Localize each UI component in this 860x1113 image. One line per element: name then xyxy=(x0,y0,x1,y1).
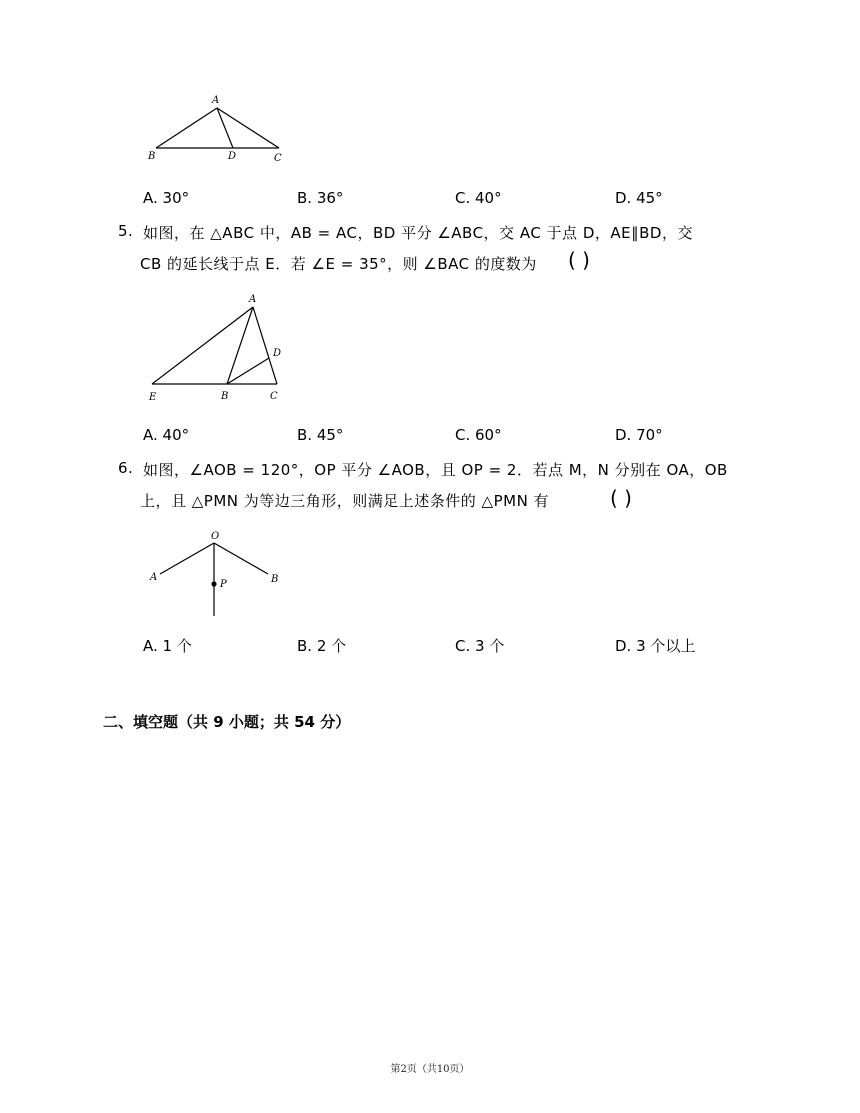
q4-label-b: B xyxy=(148,151,156,162)
q4-option-c: C. 40° xyxy=(455,189,502,207)
page-footer: 第2页（共10页） xyxy=(390,1064,470,1075)
q5-answer-paren: ( ) xyxy=(568,248,590,272)
q5-segment-ab xyxy=(227,307,253,384)
q6-figure xyxy=(140,525,300,620)
q6-text-line2: 上，且 △PMN 为等边三角形，则满足上述条件的 △PMN 有 xyxy=(140,492,550,510)
q5-label-c: C xyxy=(270,391,278,402)
q4-segment-ab xyxy=(156,108,217,148)
q6-label-a: A xyxy=(150,572,158,583)
q5-label-d: D xyxy=(273,348,282,359)
q5-segment-ea xyxy=(152,307,253,384)
q6-text-line1: 如图，∠AOB = 120°，OP 平分 ∠AOB，且 OP = 2．若点 M，N 分别在 OA，OB xyxy=(143,461,728,479)
q6-option-d: D. 3 个以上 xyxy=(615,637,696,655)
q5-label-b: B xyxy=(221,391,229,402)
q4-label-d: D xyxy=(228,151,237,162)
q6-ray-oa xyxy=(160,543,214,574)
q4-figure xyxy=(140,90,300,165)
q6-point-p xyxy=(211,581,216,586)
q4-option-a: A. 30° xyxy=(143,189,190,207)
q6-option-c: C. 3 个 xyxy=(455,637,505,655)
q5-segment-ac xyxy=(253,307,277,384)
q6-label-b: B xyxy=(271,574,279,585)
q4-label-c: C xyxy=(274,153,282,164)
q6-label-p: P xyxy=(220,579,227,590)
q5-text-line2: CB 的延长线于点 E．若 ∠E = 35°，则 ∠BAC 的度数为 xyxy=(140,255,537,273)
q5-option-b: B. 45° xyxy=(297,426,344,444)
q5-figure xyxy=(140,288,300,408)
q6-label-o: O xyxy=(211,531,220,542)
q5-label-a: A xyxy=(249,294,257,305)
q5-segment-bd xyxy=(227,358,269,384)
q6-number: 6. xyxy=(118,459,134,477)
q5-option-a: A. 40° xyxy=(143,426,190,444)
q5-option-c: C. 60° xyxy=(455,426,502,444)
q5-option-d: D. 70° xyxy=(615,426,663,444)
q6-option-a: A. 1 个 xyxy=(143,637,192,655)
q6-option-b: B. 2 个 xyxy=(297,637,347,655)
q4-option-b: B. 36° xyxy=(297,189,344,207)
q6-ray-ob xyxy=(214,543,268,574)
q4-segment-ac xyxy=(217,108,279,148)
q6-answer-paren: ( ) xyxy=(610,486,632,510)
section-heading-fill-blank: 二、填空题（共 9 小题；共 54 分） xyxy=(103,713,351,731)
q4-segment-ad xyxy=(217,108,233,148)
q5-number: 5. xyxy=(118,222,134,240)
q5-label-e: E xyxy=(149,392,157,403)
q5-text-line1: 如图，在 △ABC 中，AB = AC，BD 平分 ∠ABC，交 AC 于点 D，AE∥BD，交 xyxy=(143,224,693,242)
q4-option-d: D. 45° xyxy=(615,189,663,207)
q4-label-a: A xyxy=(212,95,220,106)
